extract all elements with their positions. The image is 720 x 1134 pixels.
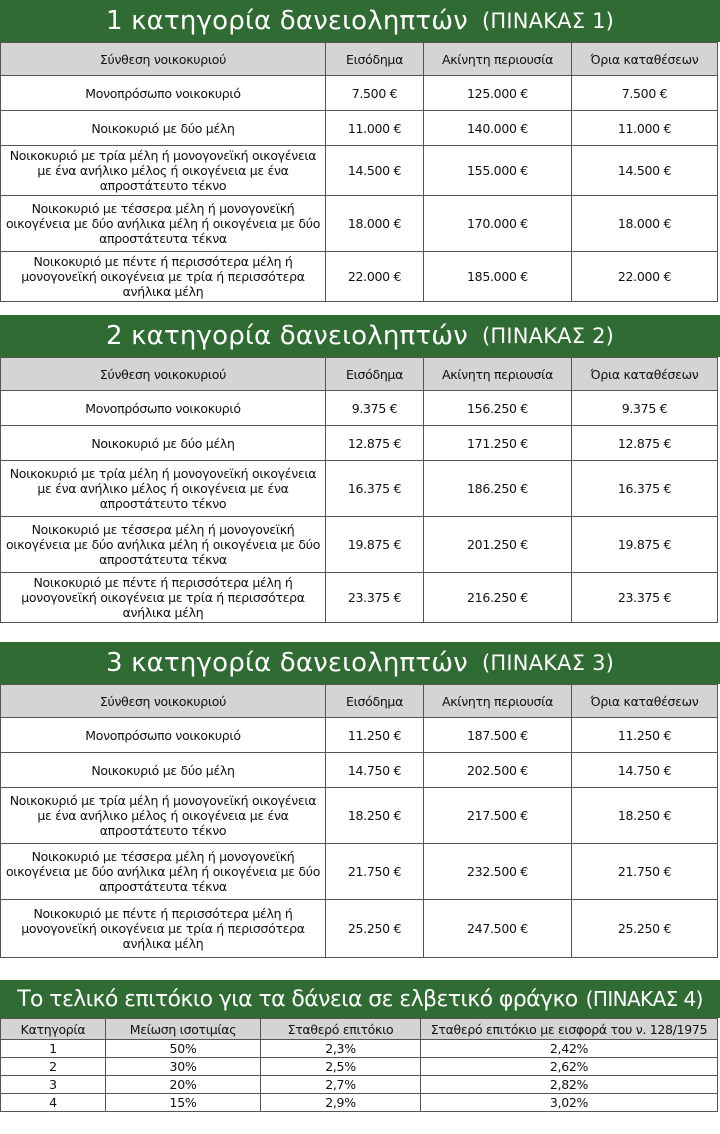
header-deposits: Όρια καταθέσεων	[572, 43, 718, 76]
table-row	[1, 76, 718, 111]
income-cell: 9.375 €	[326, 391, 424, 426]
rates-section	[0, 980, 720, 1112]
rates-header-row	[1, 1019, 718, 1040]
header-composition: Σύνθεση νοικοκυριού	[1, 685, 326, 718]
household-composition: Νοικοκυριό με δύο μέλη	[1, 111, 326, 146]
table-title-banner	[0, 315, 720, 357]
table-title: 1 κατηγορία δανειοληπτών	[105, 6, 468, 36]
table-title: 2 κατηγορία δανειοληπτών	[105, 321, 468, 351]
deposits-cell: 21.750 €	[572, 844, 718, 900]
header-income: Εισόδημα	[326, 43, 424, 76]
fixed-rate-cell: 2,3%	[261, 1040, 421, 1058]
table-row	[1, 1040, 718, 1058]
table-section-1	[0, 0, 720, 302]
rates-title-banner	[0, 980, 720, 1018]
property-cell: 187.500 €	[424, 718, 572, 753]
header-property: Ακίνητη περιουσία	[424, 43, 572, 76]
table-title: 3 κατηγορία δανειοληπτών	[105, 648, 468, 678]
header-deposits: Όρια καταθέσεων	[572, 358, 718, 391]
header-income: Εισόδημα	[326, 685, 424, 718]
deposits-cell: 11.250 €	[572, 718, 718, 753]
income-cell: 14.750 €	[326, 753, 424, 788]
deposits-cell: 18.250 €	[572, 788, 718, 844]
property-cell: 125.000 €	[424, 76, 572, 111]
household-composition: Νοικοκυριό με τέσσερα μέλη ή μονογονεϊκή οικογένεια με δύο ανήλικα μέλη ή οικογένεια με δύο απροστάτευτα τέκνα	[1, 517, 326, 573]
household-composition: Νοικοκυριό με πέντε ή περισσότερα μέλη ή μονογονεϊκή οικογένεια με τρία ή περισσότερα ανήλικα μέλη	[1, 900, 326, 958]
table-row	[1, 111, 718, 146]
borrower-table-1	[0, 42, 718, 302]
property-cell: 185.000 €	[424, 252, 572, 302]
fixed-rate-cell: 2,5%	[261, 1058, 421, 1076]
table-row	[1, 1076, 718, 1094]
property-cell: 170.000 €	[424, 196, 572, 252]
deposits-cell: 19.875 €	[572, 517, 718, 573]
borrower-table-2	[0, 357, 718, 623]
fixed-rate-cell: 2,9%	[261, 1094, 421, 1112]
property-cell: 247.500 €	[424, 900, 572, 958]
table-row	[1, 844, 718, 900]
category-cell: 1	[1, 1040, 106, 1058]
income-cell: 12.875 €	[326, 426, 424, 461]
household-composition: Μονοπρόσωπο νοικοκυριό	[1, 76, 326, 111]
property-cell: 201.250 €	[424, 517, 572, 573]
property-cell: 232.500 €	[424, 844, 572, 900]
deposits-cell: 7.500 €	[572, 76, 718, 111]
income-cell: 11.000 €	[326, 111, 424, 146]
fixed-rate-levy-cell: 2,62%	[421, 1058, 718, 1076]
devaluation-cell: 15%	[106, 1094, 261, 1112]
devaluation-cell: 20%	[106, 1076, 261, 1094]
table-row	[1, 426, 718, 461]
property-cell: 202.500 €	[424, 753, 572, 788]
income-cell: 11.250 €	[326, 718, 424, 753]
income-cell: 16.375 €	[326, 461, 424, 517]
table-section-2	[0, 315, 720, 623]
table-row	[1, 573, 718, 623]
devaluation-cell: 50%	[106, 1040, 261, 1058]
header-deposits: Όρια καταθέσεων	[572, 685, 718, 718]
category-cell: 2	[1, 1058, 106, 1076]
deposits-cell: 11.000 €	[572, 111, 718, 146]
deposits-cell: 12.875 €	[572, 426, 718, 461]
table-row	[1, 461, 718, 517]
deposits-cell: 18.000 €	[572, 196, 718, 252]
household-composition: Μονοπρόσωπο νοικοκυριό	[1, 391, 326, 426]
table-row	[1, 146, 718, 196]
deposits-cell: 9.375 €	[572, 391, 718, 426]
header-property: Ακίνητη περιουσία	[424, 358, 572, 391]
income-cell: 22.000 €	[326, 252, 424, 302]
deposits-cell: 23.375 €	[572, 573, 718, 623]
table-header-row	[1, 358, 718, 391]
table-row	[1, 252, 718, 302]
header-devaluation: Μείωση ισοτιμίας	[106, 1019, 261, 1040]
table-row	[1, 788, 718, 844]
property-cell: 216.250 €	[424, 573, 572, 623]
header-income: Εισόδημα	[326, 358, 424, 391]
deposits-cell: 14.500 €	[572, 146, 718, 196]
rates-title: Το τελικό επιτόκιο για τα δάνεια σε ελβετικό φράγκο	[17, 986, 578, 1012]
table-row	[1, 517, 718, 573]
household-composition: Νοικοκυριό με τρία μέλη ή μονογονεϊκή οικογένεια με ένα ανήλικο μέλος ή οικογένεια με ένα απροστάτευτο τέκνο	[1, 461, 326, 517]
table-title-banner	[0, 0, 720, 42]
table-tag: (ΠΙΝΑΚΑΣ 2)	[481, 324, 615, 348]
table-header-row	[1, 685, 718, 718]
income-cell: 7.500 €	[326, 76, 424, 111]
deposits-cell: 16.375 €	[572, 461, 718, 517]
income-cell: 21.750 €	[326, 844, 424, 900]
income-cell: 23.375 €	[326, 573, 424, 623]
fixed-rate-levy-cell: 3,02%	[421, 1094, 718, 1112]
rates-tag: (ΠΙΝΑΚΑΣ 4)	[585, 987, 703, 1011]
table-row	[1, 1094, 718, 1112]
household-composition: Μονοπρόσωπο νοικοκυριό	[1, 718, 326, 753]
fixed-rate-cell: 2,7%	[261, 1076, 421, 1094]
property-cell: 186.250 €	[424, 461, 572, 517]
household-composition: Νοικοκυριό με τέσσερα μέλη ή μονογονεϊκή οικογένεια με δύο ανήλικα μέλη ή οικογένεια με δύο απροστάτευτα τέκνα	[1, 844, 326, 900]
header-category: Κατηγορία	[1, 1019, 106, 1040]
deposits-cell: 14.750 €	[572, 753, 718, 788]
fixed-rate-levy-cell: 2,42%	[421, 1040, 718, 1058]
household-composition: Νοικοκυριό με πέντε ή περισσότερα μέλη ή μονογονεϊκή οικογένεια με τρία ή περισσότερα ανήλικα μέλη	[1, 252, 326, 302]
header-fixed-rate: Σταθερό επιτόκιο	[261, 1019, 421, 1040]
table-section-3	[0, 642, 720, 958]
income-cell: 14.500 €	[326, 146, 424, 196]
income-cell: 18.250 €	[326, 788, 424, 844]
fixed-rate-levy-cell: 2,82%	[421, 1076, 718, 1094]
table-row	[1, 718, 718, 753]
household-composition: Νοικοκυριό με δύο μέλη	[1, 753, 326, 788]
devaluation-cell: 30%	[106, 1058, 261, 1076]
property-cell: 155.000 €	[424, 146, 572, 196]
category-cell: 3	[1, 1076, 106, 1094]
property-cell: 140.000 €	[424, 111, 572, 146]
table-row	[1, 753, 718, 788]
table-row	[1, 196, 718, 252]
property-cell: 156.250 €	[424, 391, 572, 426]
rates-table	[0, 1018, 718, 1112]
table-header-row	[1, 43, 718, 76]
deposits-cell: 22.000 €	[572, 252, 718, 302]
header-composition: Σύνθεση νοικοκυριού	[1, 43, 326, 76]
table-tag: (ΠΙΝΑΚΑΣ 1)	[481, 9, 615, 33]
borrower-table-3	[0, 684, 718, 958]
category-cell: 4	[1, 1094, 106, 1112]
household-composition: Νοικοκυριό με δύο μέλη	[1, 426, 326, 461]
table-tag: (ΠΙΝΑΚΑΣ 3)	[481, 651, 615, 675]
household-composition: Νοικοκυριό με πέντε ή περισσότερα μέλη ή μονογονεϊκή οικογένεια με τρία ή περισσότερα ανήλικα μέλη	[1, 573, 326, 623]
header-composition: Σύνθεση νοικοκυριού	[1, 358, 326, 391]
property-cell: 217.500 €	[424, 788, 572, 844]
header-property: Ακίνητη περιουσία	[424, 685, 572, 718]
household-composition: Νοικοκυριό με τέσσερα μέλη ή μονογονεϊκή οικογένεια με δύο ανήλικα μέλη ή οικογένεια με δύο απροστάτευτα τέκνα	[1, 196, 326, 252]
deposits-cell: 25.250 €	[572, 900, 718, 958]
income-cell: 18.000 €	[326, 196, 424, 252]
household-composition: Νοικοκυριό με τρία μέλη ή μονογονεϊκή οικογένεια με ένα ανήλικο μέλος ή οικογένεια με ένα απροστάτευτο τέκνο	[1, 788, 326, 844]
household-composition: Νοικοκυριό με τρία μέλη ή μονογονεϊκή οικογένεια με ένα ανήλικο μέλος ή οικογένεια με ένα απροστάτευτο τέκνο	[1, 146, 326, 196]
income-cell: 19.875 €	[326, 517, 424, 573]
table-title-banner	[0, 642, 720, 684]
table-row	[1, 391, 718, 426]
income-cell: 25.250 €	[326, 900, 424, 958]
header-fixed-rate-with-levy: Σταθερό επιτόκιο με εισφορά του ν. 128/1975	[421, 1019, 718, 1040]
property-cell: 171.250 €	[424, 426, 572, 461]
table-row	[1, 900, 718, 958]
table-row	[1, 1058, 718, 1076]
